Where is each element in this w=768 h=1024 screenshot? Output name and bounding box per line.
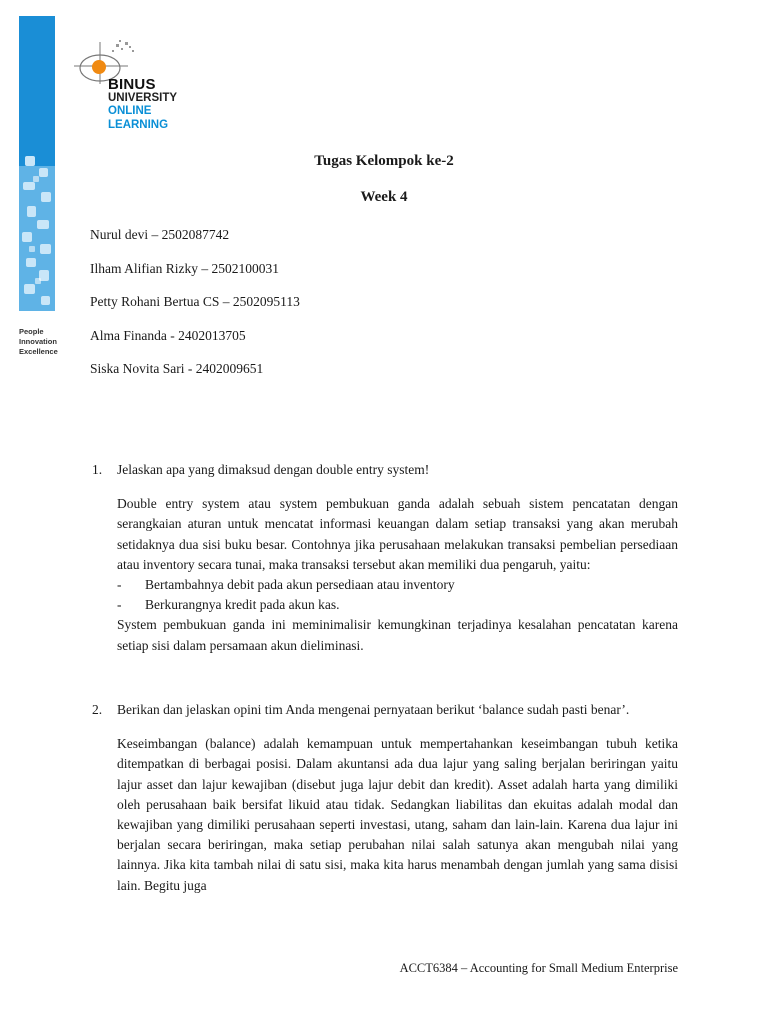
question-heading: [92, 460, 678, 480]
member-item: Petty Rohani Bertua CS – 2502095113: [90, 294, 300, 309]
member-list: [90, 226, 300, 394]
logo-wordmark: [108, 78, 177, 132]
question-number: 2.: [92, 702, 103, 717]
binus-logo: [72, 36, 192, 140]
member-item: Nurul devi – 2502087742: [90, 227, 230, 242]
week-label: Week 4: [360, 189, 408, 205]
footer-course: ACCT6384 – Accounting for Small Medium Enterprise: [399, 961, 678, 975]
bullet-text: Bertambahnya debit pada akun persediaan atau inventory: [145, 577, 455, 593]
answer-text: Keseimbangan (balance) adalah kemampuan untuk mempertahankan keseimbangan tubuh ketika ditempatkan di berbagai posisi. Dalam akuntansi ada dua lajur yang saling berjalan beriringan yaitu lajur asset dan lajur kewajiban (disebut juga lajur debit dan kredit). Asset adalah harta yang dimiliki oleh perusahaan baik bersifat likuid atau tidak. Sedangkan liabilitas dan ekuitas adalah modal dan kewajiban yang dimiliki perusahaan seperti investasi, utang, saham dan lain-lain. Karena dua lajur ini berjalan secara beriringan, maka setiap perubahan nilai salah satunya akan mengubah nilai yang lainnya. Jika kita tambah nilai di satu sisi, maka kita harus menambah dengan jumlah yang sama disisi lain. Begitu juga: [117, 736, 678, 893]
tagline-line: Innovation: [19, 337, 57, 346]
question-2: [92, 700, 678, 896]
member-item: Siska Novita Sari - 2402009651: [90, 361, 264, 376]
bullet-item: [117, 575, 678, 595]
question-text: Jelaskan apa yang dimaksud dengan double entry system!: [117, 462, 430, 477]
question-number: 1.: [92, 462, 103, 477]
tagline: [19, 327, 58, 357]
tagline-line: Excellence: [19, 347, 58, 356]
logo-line: BINUS: [108, 76, 156, 93]
bullet-dash: -: [117, 597, 122, 613]
answer-conclusion: System pembukuan ganda ini meminimalisir kemungkinan terjadinya kesalahan pencatatan karena setiap sisi dalam persamaan akun dieliminasi.: [117, 617, 678, 653]
bullet-dash: -: [117, 577, 122, 593]
bullet-text: Berkurangnya kredit pada akun kas.: [145, 597, 340, 613]
question-heading: [92, 700, 678, 720]
logo-line: UNIVERSITY: [108, 91, 178, 104]
question-text: Berikan dan jelaskan opini tim Anda mengenai pernyataan berikut ‘balance sudah pasti benar’.: [117, 702, 630, 717]
member-item: Ilham Alifian Rizky – 2502100031: [90, 260, 279, 276]
logo-line: ONLINE: [108, 105, 152, 117]
bullet-item: [117, 595, 678, 615]
document-title: Tugas Kelompok ke-2: [314, 153, 454, 169]
tagline-line: People: [19, 327, 44, 336]
bullet-list: [92, 575, 678, 615]
answer-text: Double entry system atau system pembukuan ganda adalah sebuah sistem pencatatan dengan serangkaian aturan untuk mencatat informasi keuangan dalam setiap transaksi yang akan merubah setidaknya dua sisi buku besar. Contohnya jika perusahaan melakukan transaksi pembelian persediaan atau inventory secara tunai, maka transaksi tersebut akan memiliki dua pengaruh, yaitu:: [117, 496, 678, 572]
member-item: Alma Finanda - 2402013705: [90, 327, 246, 343]
logo-line: LEARNING: [108, 118, 169, 131]
question-1: [92, 460, 678, 656]
